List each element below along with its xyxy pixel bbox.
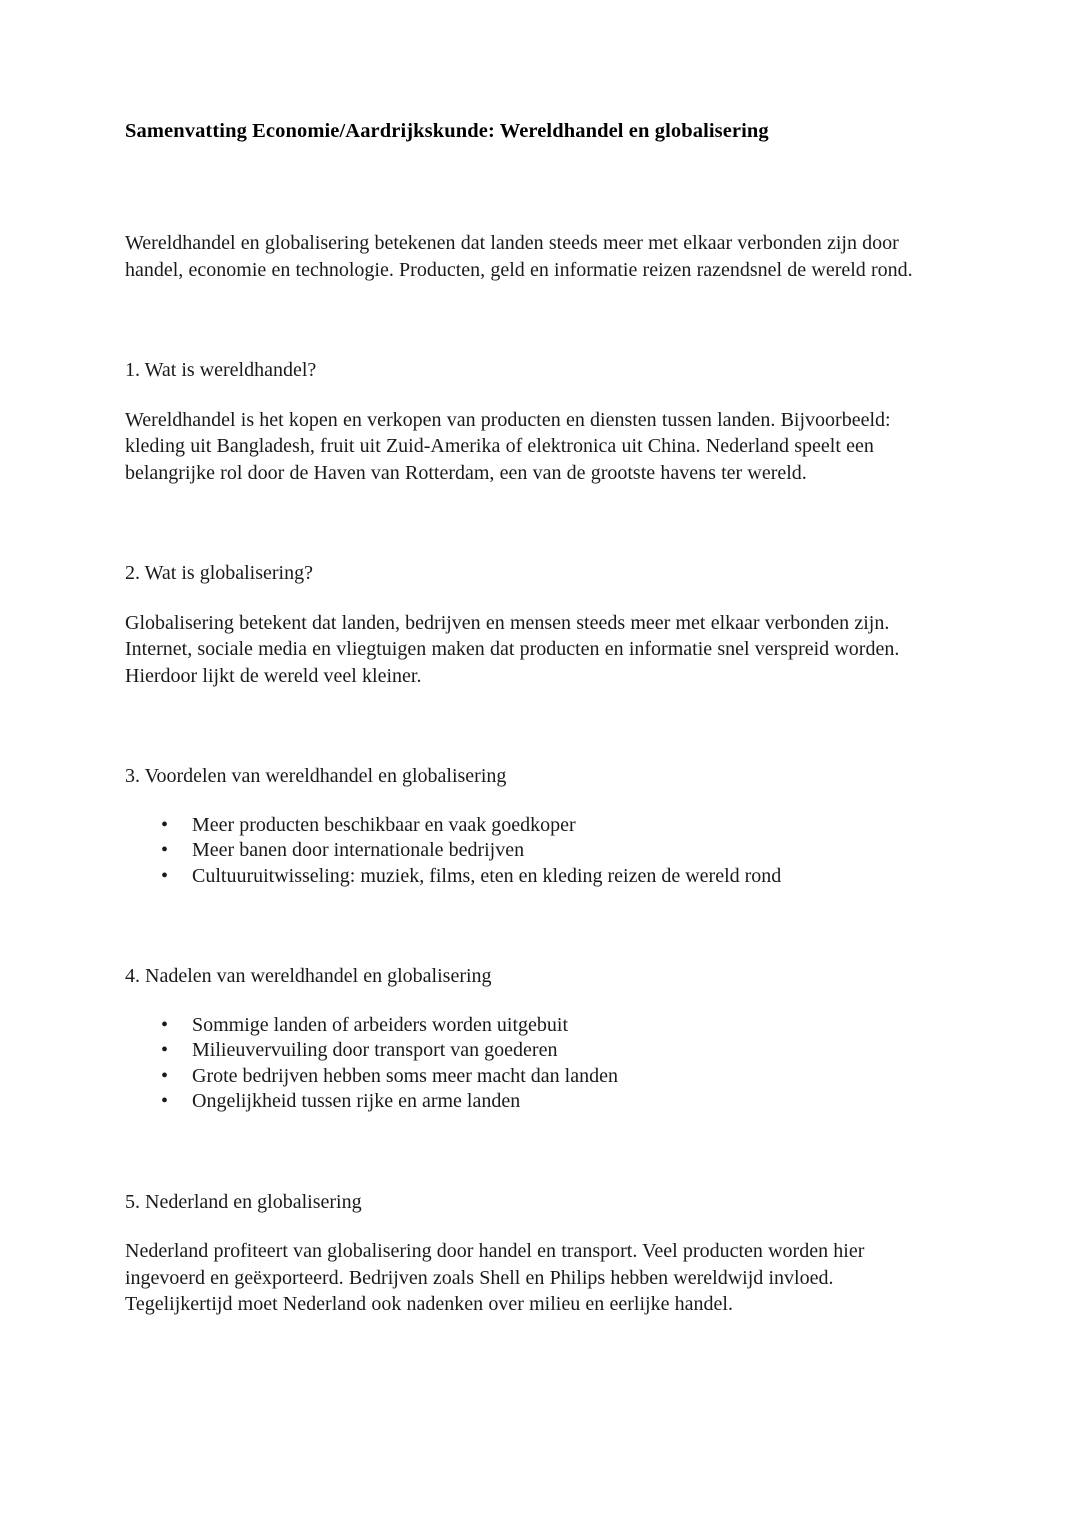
document-content	[125, 118, 937, 1318]
bullet-icon: •	[161, 1064, 169, 1087]
section-5-body: Nederland profiteert van globalisering door handel en transport. Veel producten worden hier ingevoerd en geëxporteerd. Bedrijven zoals Shell en Philips hebben wereldwijd invloed. Tegelijkertijd moet Nederland ook nadenken over milieu en eerlijke handel.	[125, 1240, 865, 1315]
spacer-after-section-1	[125, 486, 937, 560]
bullet-icon: •	[161, 1013, 169, 1036]
list-item	[125, 1013, 937, 1039]
section-3-heading-gap	[125, 790, 937, 813]
intro-paragraph: Wereldhandel en globalisering betekenen dat landen steeds meer met elkaar verbonden zijn door handel, economie en technologie. Producten, geld en informatie reizen razendsnel de wereld rond.	[125, 232, 913, 281]
spacer-after-section-3	[125, 889, 937, 963]
section-3-heading: 3. Voordelen van wereldhandel en globalisering	[125, 765, 507, 787]
section-4-bullet-list	[125, 1013, 937, 1115]
spacer-after-section-2	[125, 689, 937, 763]
bullet-icon: •	[161, 864, 169, 887]
list-item-label: Cultuuruitwisseling: muziek, films, eten en kleding reizen de wereld rond	[192, 864, 782, 887]
section-2-body: Globalisering betekent dat landen, bedrijven en mensen steeds meer met elkaar verbonden zijn. Internet, sociale media en vliegtuigen maken dat producten en informatie snel verspreid worden. Hierdoor lijkt de wereld veel kleiner.	[125, 611, 900, 687]
bullet-icon: •	[161, 1090, 169, 1112]
list-item	[125, 1089, 937, 1115]
list-item-label: Milieuvervuiling door transport van goederen	[192, 1039, 558, 1061]
section-5	[125, 1189, 937, 1318]
bullet-icon: •	[161, 839, 169, 861]
list-item	[125, 838, 937, 864]
section-3	[125, 763, 937, 889]
list-item	[125, 1038, 937, 1064]
section-5-heading: 5. Nederland en globalisering	[125, 1190, 362, 1213]
section-1-body: Wereldhandel is het kopen en verkopen van producten en diensten tussen landen. Bijvoorbeeld: kleding uit Bangladesh, fruit uit Zuid-Amerika of elektronica uit China. Nederland speelt een belangrijke rol door de Haven van Rotterdam, een van de grootste havens ter wereld.	[125, 408, 891, 484]
list-item-label: Ongelijkheid tussen rijke en arme landen	[192, 1090, 521, 1112]
section-3-bullet-list	[125, 813, 937, 890]
section-1	[125, 357, 937, 486]
list-item	[125, 813, 937, 839]
section-4	[125, 963, 937, 1115]
section-2-heading-gap	[125, 587, 937, 610]
bullet-icon: •	[161, 1039, 169, 1061]
spacer-after-section-4	[125, 1115, 937, 1189]
list-item	[125, 864, 937, 890]
section-5-heading-gap	[125, 1215, 937, 1238]
section-4-heading-gap	[125, 990, 937, 1013]
list-item-label: Grote bedrijven hebben soms meer macht dan landen	[192, 1064, 618, 1087]
spacer-after-title	[125, 144, 937, 230]
section-1-heading: 1. Wat is wereldhandel?	[125, 359, 317, 381]
spacer-after-intro	[125, 283, 937, 357]
list-item-label: Meer producten beschikbaar en vaak goedkoper	[192, 813, 576, 836]
list-item-label: Meer banen door internationale bedrijven	[192, 839, 525, 861]
section-4-heading: 4. Nadelen van wereldhandel en globalisering	[125, 965, 492, 987]
section-2	[125, 560, 937, 689]
page-title: Samenvatting Economie/Aardrijkskunde: Wereldhandel en globalisering	[125, 120, 769, 142]
section-2-heading: 2. Wat is globalisering?	[125, 562, 313, 584]
bullet-icon: •	[161, 813, 169, 836]
list-item	[125, 1064, 937, 1090]
section-1-heading-gap	[125, 384, 937, 407]
list-item-label: Sommige landen of arbeiders worden uitgebuit	[192, 1013, 569, 1036]
